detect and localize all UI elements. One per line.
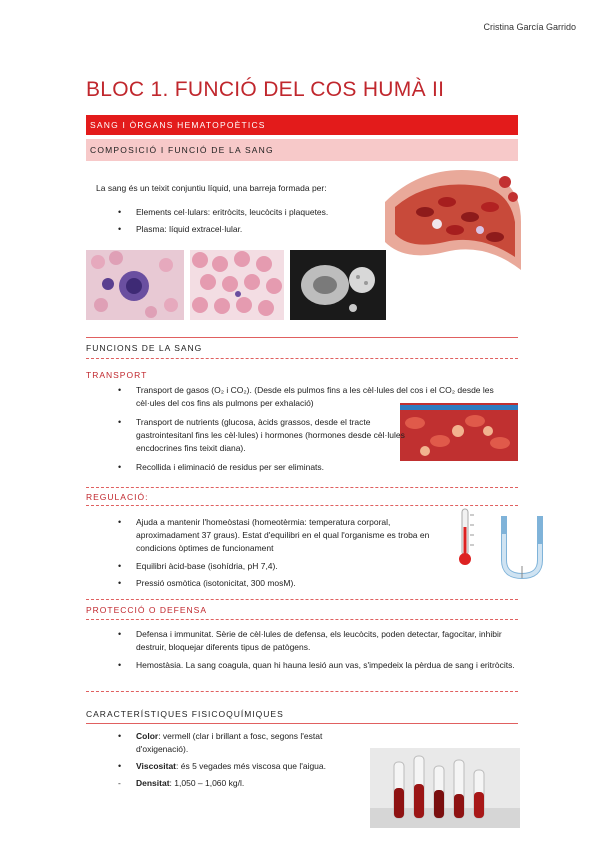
list-item: • Transport de gasos (O₂ i CO₂). (Desde els pulmos fins a les cèl·lules del cos i el CO₂ desde les cèl·ules del cos fins als pulmons per exhalació) — [116, 384, 516, 410]
list-item: • Hemostàsia. La sang coagula, quan hi hauna lesió aun vas, s'impedeix la pèrdua de sang i eritròcits. — [116, 659, 518, 672]
divider — [86, 619, 518, 620]
subsection-bar: COMPOSICIÓ I FUNCIÓ DE LA SANG — [86, 139, 518, 161]
u-tube-osmosis-image — [494, 514, 550, 580]
list-item — [116, 730, 376, 756]
list-item: • Recollida i eliminació de residus per ser eliminats. — [116, 461, 516, 474]
list-item — [116, 777, 376, 790]
list-item — [116, 760, 376, 773]
composition-list — [116, 206, 396, 236]
regulacio-heading: REGULACIÓ: — [86, 492, 149, 502]
functions-heading: FUNCIONS DE LA SANG — [86, 343, 203, 353]
transport-list — [116, 384, 516, 474]
divider — [86, 691, 518, 692]
regulacio-list — [116, 516, 456, 590]
author-name: Cristina García Garrido — [483, 22, 576, 32]
list-item: • Elements cel·lulars: eritròcits, leucòcits i plaquetes. — [116, 206, 396, 219]
section-bar: SANG I ÒRGANS HEMATOPOÈTICS — [86, 115, 518, 135]
list-item: • Ajuda a mantenir l'homeòstasi (homeotèrmia: temperatura corporal, aproximadament 37 graus). Estat d'equilibri en el qual l'organisme es troba en condicions òptimes de funcionament — [116, 516, 456, 555]
list-item: • Defensa i immunitat. Sèrie de cèl·lules de defensa, els leucòcits, poden detectar, fagocitar, inhibir destruir, bloquejar diferents tipus de patògens. — [116, 628, 518, 654]
characteristics-list — [116, 730, 376, 790]
divider — [86, 337, 518, 338]
sem-blood-cells-image — [290, 250, 386, 320]
blood-test-tubes-photo — [370, 748, 520, 828]
list-item: • Plasma: líquid extracel·lular. — [116, 223, 396, 236]
divider — [86, 487, 518, 488]
page-title: BLOC 1. FUNCIÓ DEL COS HUMÀ II — [86, 78, 445, 101]
transport-heading: TRANSPORT — [86, 370, 148, 380]
divider — [86, 358, 518, 359]
list-item: • Equilibri àcid-base (isohídria, pH 7,4). — [116, 560, 456, 573]
viscosity-label: Viscositat — [136, 761, 177, 771]
composition-intro: La sang és un teixit conjuntiu líquid, una barreja formada per: — [96, 183, 327, 193]
color-text: : vermell (clar i brillant a fosc, segons l'estat d'oxigenació). — [136, 731, 323, 754]
characteristics-heading: CARACTERÍSTIQUES FISICOQUÍMIQUES — [86, 709, 284, 719]
list-item: • Transport de nutrients (glucosa, àcids grassos, desde el tracte gastrointesitanl fins les cèl·lules) i hormones (hormones desde cèl·lules encdocrines fins teixit diana). — [116, 416, 516, 455]
proteccio-heading: PROTECCIÓ O DEFENSA — [86, 605, 208, 615]
leukocyte-micrograph — [86, 250, 184, 320]
erythrocyte-micrograph — [190, 250, 284, 320]
density-label: Densitat — [136, 778, 170, 788]
divider — [86, 723, 518, 724]
proteccio-list — [116, 628, 518, 672]
viscosity-text: : és 5 vegades més viscosa que l'aigua. — [176, 761, 327, 771]
blood-vessel-illustration — [385, 162, 521, 270]
color-label: Color — [136, 731, 159, 741]
list-item: • Pressió osmòtica (isotonicitat, 300 mosM). — [116, 577, 456, 590]
density-text: : 1,050 – 1,060 kg/l. — [169, 778, 245, 788]
divider — [86, 599, 518, 600]
